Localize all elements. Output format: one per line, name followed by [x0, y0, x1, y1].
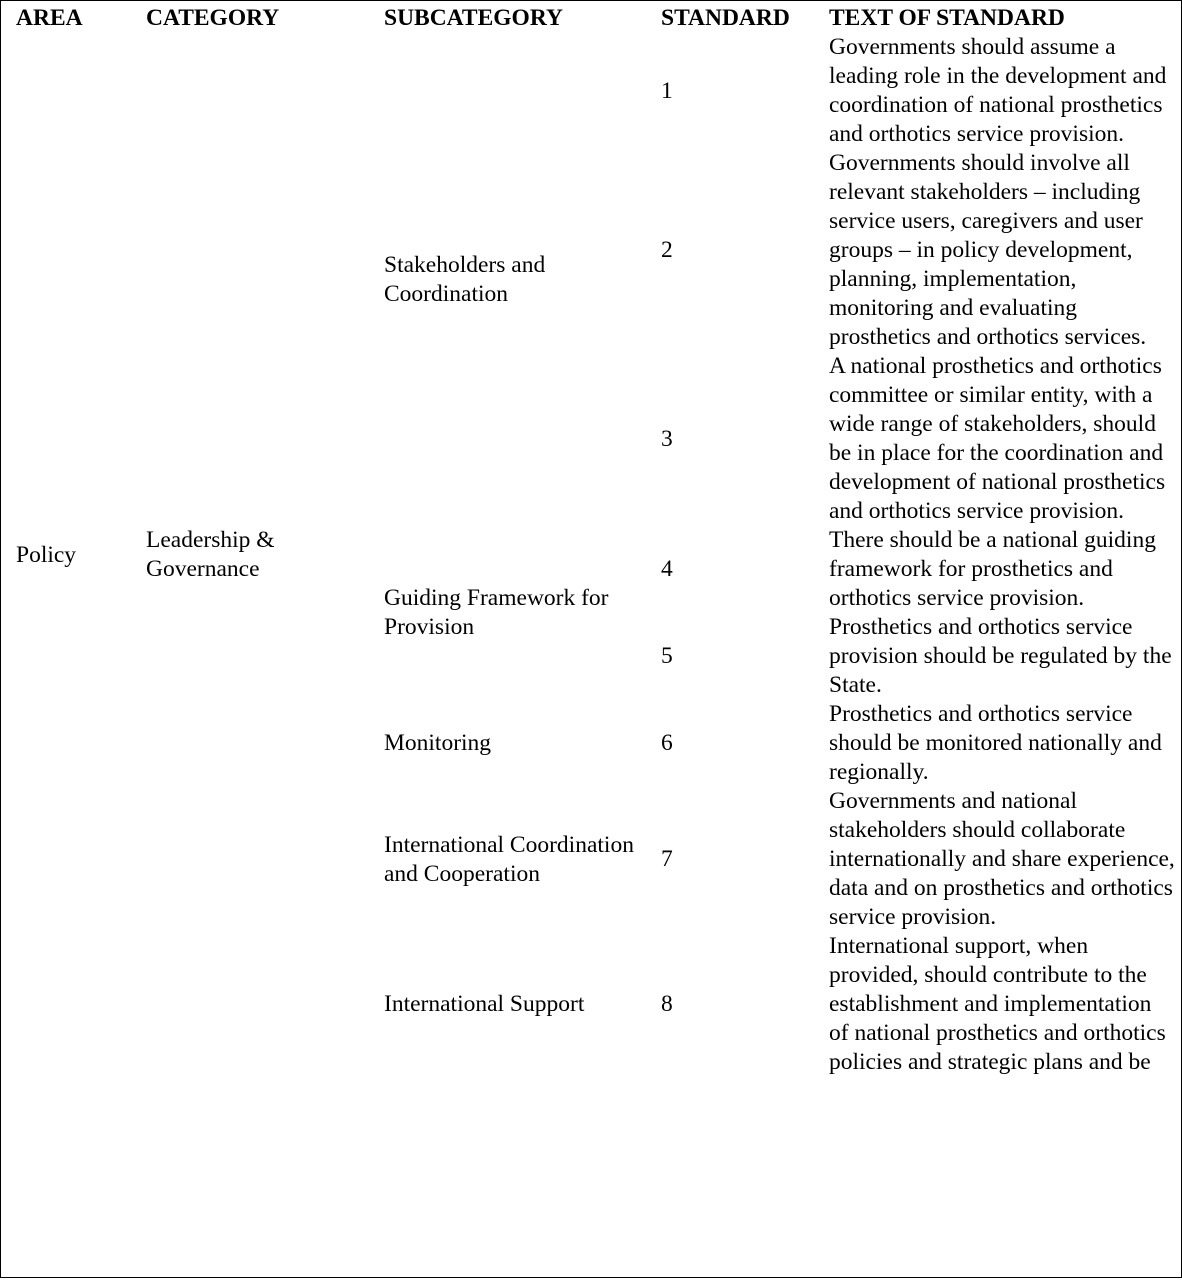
subcategory-cell: Monitoring — [384, 730, 492, 756]
standard-number: 4 — [661, 556, 673, 582]
subcategory-cell: Stakeholders and Coordination — [384, 251, 546, 307]
standard-number: 5 — [661, 643, 673, 669]
header-category: CATEGORY — [146, 5, 280, 31]
standard-number: 8 — [661, 991, 673, 1017]
standard-text: Governments and national stakeholders should collaborate internationally and share experience, data and on prosthetics and orthotics service provision. — [829, 788, 1175, 930]
header-row — [1, 1, 1181, 33]
standard-number: 6 — [661, 730, 673, 756]
header-subcategory: SUBCATEGORY — [384, 5, 563, 31]
standard-text: Governments should involve all relevant stakeholders – including service users, caregivers and user groups – in policy development, planning, implementation, monitoring and evaluating prosthetics and orthotics services. — [829, 150, 1147, 350]
standard-number: 7 — [661, 846, 673, 872]
area-cell: Policy — [16, 541, 77, 568]
standard-text: Prosthetics and orthotics service should be monitored nationally and regionally. — [829, 701, 1162, 785]
standard-text: Governments should assume a leading role in the development and coordination of national prosthetics and orthotics service provision. — [829, 34, 1167, 147]
standard-text: There should be a national guiding framework for prosthetics and orthotics service provision. — [829, 527, 1156, 611]
subcategory-cell: International Coordination and Cooperation — [384, 831, 634, 887]
header-standard: STANDARD — [661, 5, 790, 31]
header-text: TEXT OF STANDARD — [829, 5, 1065, 31]
header-area: AREA — [16, 5, 83, 31]
category-cell: Leadership & Governance — [146, 527, 275, 582]
standard-text: Prosthetics and orthotics service provision should be regulated by the State. — [829, 614, 1172, 698]
standards-table — [1, 1, 1181, 1077]
standard-number: 2 — [661, 237, 673, 263]
subcategory-cell: Guiding Framework for Provision — [384, 585, 609, 640]
standard-number: 3 — [661, 425, 673, 452]
standard-text: International support, when provided, should contribute to the establishment and implementation of national prosthetics and orthotics policies and strategic plans and be — [829, 933, 1166, 1075]
standard-text: A national prosthetics and orthotics committee or similar entity, with a wide range of stakeholders, should be in place for the coordination and development of national prosthetics and orthotics service provision. — [829, 353, 1166, 524]
subcategory-cell: International Support — [384, 991, 585, 1017]
table-row — [1, 33, 1181, 149]
standard-number: 1 — [661, 77, 673, 104]
